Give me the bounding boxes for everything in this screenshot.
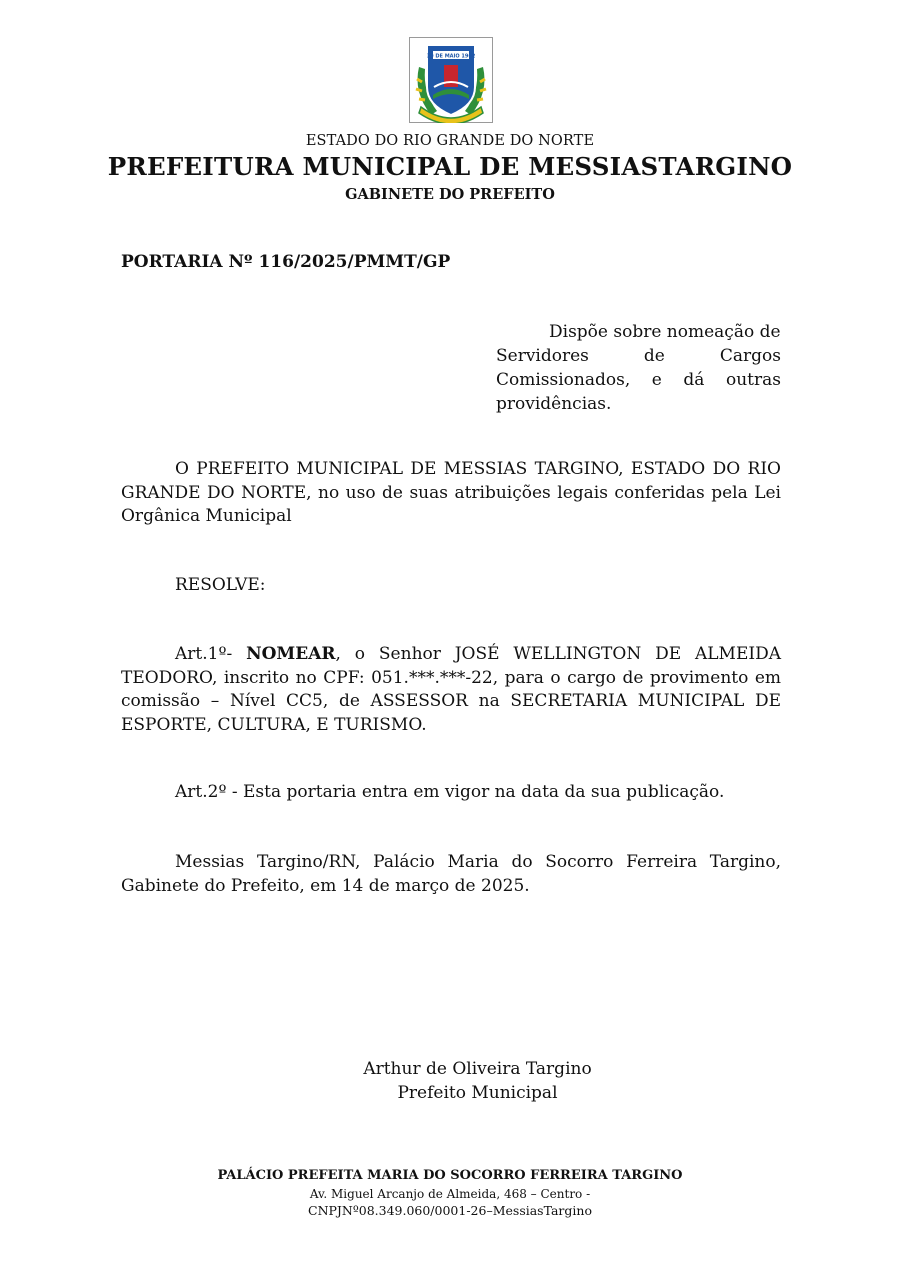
gabinete-heading: GABINETE DO PREFEITO (345, 186, 555, 203)
signatory-name: Arthur de Oliveira Targino (363, 1059, 592, 1079)
footer-cnpj: CNPJNº08.349.060/0001-26–MessiasTargino (308, 1203, 592, 1218)
article-1 (121, 643, 781, 737)
prefeitura-heading: PREFEITURA MUNICIPAL DE MESSIASTARGINO (107, 152, 793, 181)
ementa-line1: Dispõe sobre nomeação de (549, 322, 781, 342)
portaria-number: PORTARIA Nº 116/2025/PMMT/GP (121, 252, 451, 272)
signatory-role: Prefeito Municipal (397, 1083, 558, 1103)
ementa-block (496, 320, 781, 416)
place-date-paragraph: Messias Targino/RN, Palácio Maria do Socorro Ferreira Targino, Gabinete do Prefeito, em 14 de março de 2025. (121, 852, 781, 896)
state-heading: ESTADO DO RIO GRANDE DO NORTE (305, 133, 595, 149)
footer-address: Av. Miguel Arcanjo de Almeida, 468 – Centro - (309, 1187, 591, 1201)
article-1-text: , o Senhor JOSÉ WELLINGTON DE ALMEIDA TEODORO, inscrito no CPF: 051.***.***-22, para o cargo de provimento em comissão – Nível CC5, de ASSESSOR na SECRETARIA MUNICIPAL DE ESPORTE, CULTURA, E TURISMO. (121, 644, 781, 735)
municipal-crest-icon (409, 37, 493, 123)
ementa-rest: Servidores de Cargos Comissionados, e dá outras providências. (496, 346, 781, 414)
article-2: Art.2º - Esta portaria entra em vigor na data da sua publicação. (175, 782, 725, 802)
article-1-verb: NOMEAR (246, 644, 336, 664)
resolve-heading: RESOLVE: (175, 575, 266, 595)
preamble-paragraph: O PREFEITO MUNICIPAL DE MESSIAS TARGINO, ESTADO DO RIO GRANDE DO NORTE, no uso de suas atribuições legais conferidas pela Lei Orgânica Municipal (121, 459, 781, 526)
article-1-prefix: Art.1º- (175, 644, 247, 664)
footer-palace: PALÁCIO PREFEITA MARIA DO SOCORRO FERREIRA TARGINO (217, 1168, 683, 1183)
crest-text: 30 DE MAIO 1962 (426, 53, 476, 60)
